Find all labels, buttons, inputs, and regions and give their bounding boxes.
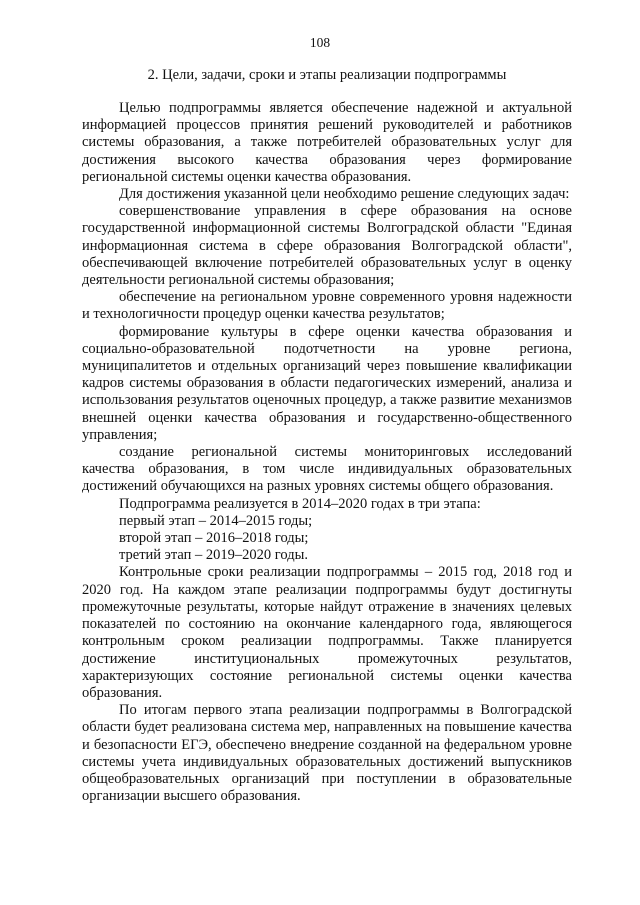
paragraph-task-management: совершенствование управления в сфере образования на основе государственной информационной системы Волгоградской области "Единая информационная система в сфере образования Волгоградской области", обеспечивающей включение потребителей образовательных услуг в оценку деятельности региональной системы образования;: [82, 203, 572, 289]
paragraph-stage-second: второй этап – 2016–2018 годы;: [119, 530, 309, 547]
paragraph-task-reliability: обеспечение на региональном уровне современного уровня надежности и технологичности процедур оценки качества результатов;: [82, 289, 572, 323]
paragraph-control-dates: Контрольные сроки реализации подпрограммы – 2015 год, 2018 год и 2020 год. На каждом этапе реализации подпрограммы будут достигнуты промежуточные результаты, которые найдут отражение в значениях целевых показателей по состоянию на окончание календарного года, являющегося контрольным сроком реализации подпрограммы. Также планируется достижение институциональных промежуточных результатов, характеризующих состояние региональной системы оценки качества образования.: [82, 564, 572, 701]
paragraph-task-culture: формирование культуры в сфере оценки качества образования и социально-образовательной подотчетности на уровне региона, муниципалитетов и отдельных организаций через повышение квалификации кадров системы образования в области педагогических измерений, анализа и использования результатов оценочных процедур, а также развитие механизмов внешней оценки качества образования и государственно-общественного управления;: [82, 323, 572, 443]
page-number: 108: [309, 35, 331, 50]
section-heading: 2. Цели, задачи, сроки и этапы реализации подпрограммы: [147, 67, 507, 83]
paragraph-stage-third: третий этап – 2019–2020 годы.: [119, 547, 308, 564]
paragraph-tasks-intro: Для достижения указанной цели необходимо решение следующих задач:: [119, 186, 570, 203]
paragraph-first-stage-results: По итогам первого этапа реализации подпрограммы в Волгоградской области будет реализована система мер, направленных на повышение качества и безопасности ЕГЭ, обеспечено внедрение созданной на федеральном уровне системы учета индивидуальных образовательных достижений выпускников общеобразовательных организаций при поступлении в образовательные организации высшего образования.: [82, 702, 572, 805]
paragraph-goal: Целью подпрограммы является обеспечение надежной и актуальной информацией процессов принятия решений руководителей и работников системы образования, а также потребителей образовательных услуг для достижения высокого качества образования через формирование региональной системы оценки качества образования.: [82, 100, 572, 185]
paragraph-stages-intro: Подпрограмма реализуется в 2014–2020 годах в три этапа:: [119, 495, 481, 512]
paragraph-task-monitoring: создание региональной системы мониторинговых исследований качества образования, в том числе индивидуальных образовательных достижений обучающихся на разных уровнях системы общего образования.: [82, 444, 572, 495]
body-text: [82, 100, 572, 805]
paragraph-stage-first: первый этап – 2014–2015 годы;: [119, 512, 313, 529]
